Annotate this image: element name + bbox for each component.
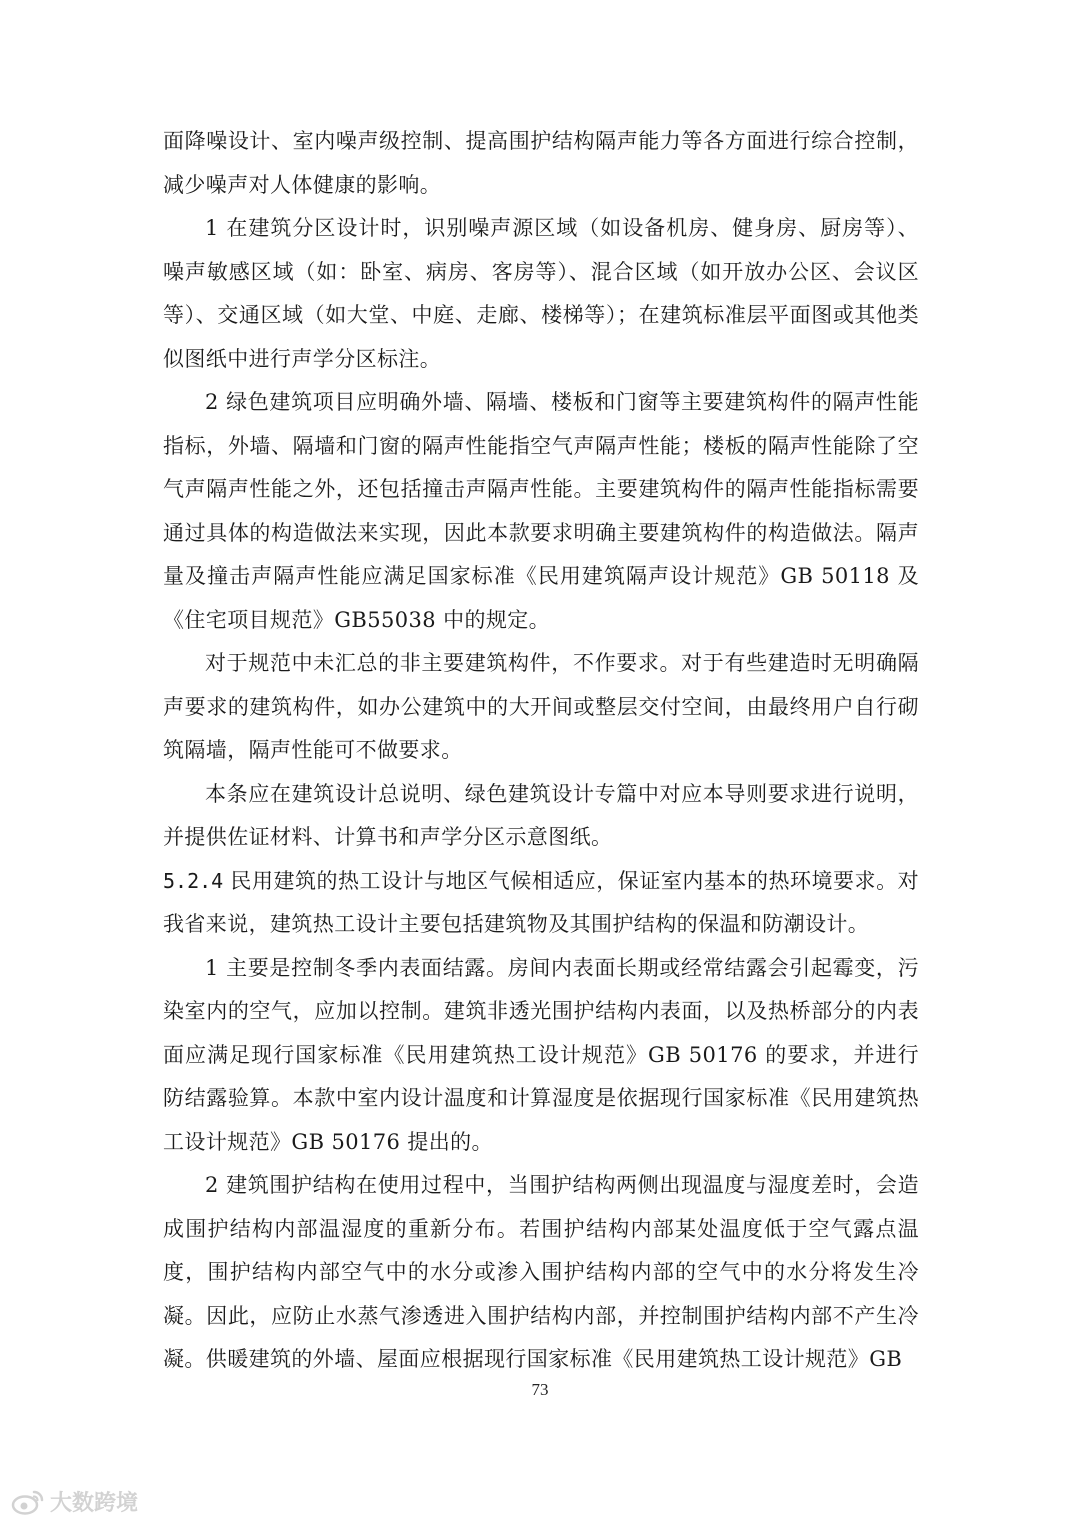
weibo-icon — [10, 1488, 46, 1516]
watermark — [10, 1486, 138, 1517]
paragraph-section-item-1: 1 主要是控制冬季内表面结露。房间内表面长期或经常结露会引起霉变，污染室内的空气，应加以控制。建筑非透光围护结构内表面，以及热桥部分的内表面应满足现行国家标准《民用建筑热工设计规范》GB 50176 的要求，并进行防结露验算。本款中室内设计温度和计算湿度是依据现行国家标准《民用建筑热工设计规范》GB 50176 提出的。 — [163, 955, 919, 1154]
paragraph-note-1: 对于规范中未汇总的非主要建筑构件，不作要求。对于有些建造时无明确隔声要求的建筑构件，如办公建筑中的大开间或整层交付空间，由最终用户自行砌筑隔墙，隔声性能可不做要求。 — [163, 651, 919, 762]
watermark-text: 大数跨境 — [50, 1491, 139, 1516]
page-number: 73 — [531, 1380, 549, 1399]
paragraph-note-2: 本条应在建筑设计总说明、绿色建筑设计专篇中对应本导则要求进行说明，并提供佐证材料、计算书和声学分区示意图纸。 — [163, 781, 919, 849]
section-text: 民用建筑的热工设计与地区气候相适应，保证室内基本的热环境要求。对我省来说，建筑热工设计主要包括建筑物及其围护结构的保温和防潮设计。 — [163, 868, 919, 936]
page-body — [163, 120, 919, 1382]
paragraph-section-item-2: 2 建筑围护结构在使用过程中，当围护结构两侧出现温度与湿度差时，会造成围护结构内部温湿度的重新分布。若围护结构内部某处温度低于空气露点温度，围护结构内部空气中的水分或渗入围护结构内部的空气中的水分将发生冷凝。因此，应防止水蒸气渗透进入围护结构内部，并控制围护结构内部不产生冷凝。供暖建筑的外墙、屋面应根据现行国家标准《民用建筑热工设计规范》GB — [163, 1173, 919, 1371]
paragraph-item-2: 2 绿色建筑项目应明确外墙、隔墙、楼板和门窗等主要建筑构件的隔声性能指标，外墙、隔墙和门窗的隔声性能指空气声隔声性能；楼板的隔声性能除了空气声隔声性能之外，还包括撞击声隔声性能。主要建筑构件的隔声性能指标需要通过具体的构造做法来实现，因此本款要求明确主要建筑构件的构造做法。隔声量及撞击声隔声性能应满足国家标准《民用建筑隔声设计规范》GB 50118 及《住宅项目规范》GB55038 中的规定。 — [163, 390, 919, 632]
section-paragraph — [163, 860, 919, 947]
paragraph-continued: 面降噪设计、室内噪声级控制、提高围护结构隔声能力等各方面进行综合控制，减少噪声对人体健康的影响。 — [163, 129, 919, 197]
section-number: 5.2.4 — [163, 868, 224, 893]
paragraph-item-1: 1 在建筑分区设计时，识别噪声源区域（如设备机房、健身房、厨房等）、噪声敏感区域（如：卧室、病房、客房等）、混合区域（如开放办公区、会议区等）、交通区域（如大堂、中庭、走廊、楼梯等）；在建筑标准层平面图或其他类似图纸中进行声学分区标注。 — [163, 216, 919, 371]
